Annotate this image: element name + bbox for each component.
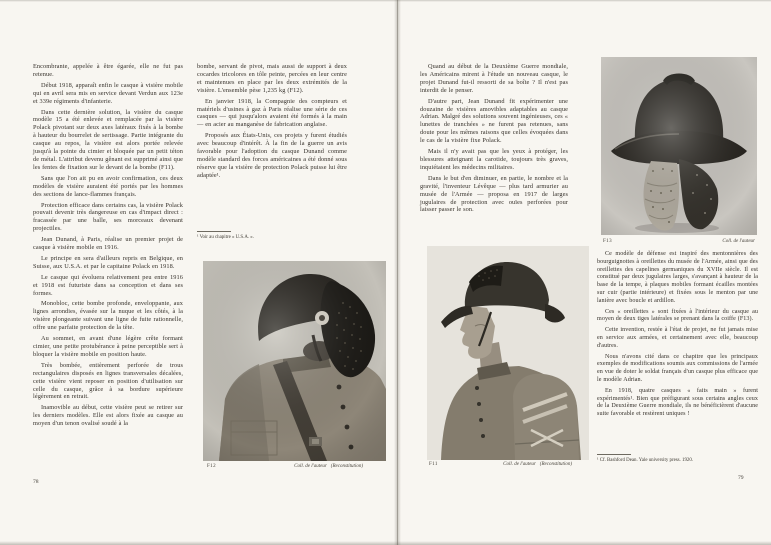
left-page-column-2 [197, 63, 347, 183]
paragraph: Dans le but d'en diminuer, en partie, le nombre et la gravité, l'inventeur Lévêque — plus tard armurier au musée de l'Armée — proposa en 1917 de larges jugulaires de protection avec ouïes perforées pour laisser passer le son. [420, 174, 568, 214]
photo-f11-soldier-visor-raised [427, 246, 589, 460]
paragraph: Ce modèle de défense est inspiré des mentonnières des bourguignottes à oreillettes du musée de l'Armée, ainsi que des oreillettes des capelines germaniques du XVIIe siècle. Il est constitué par deux jugulaires larges, s'avançant à hauteur de la base de la tempe, à plaques mobiles formant écailles montées sur cuir (partie intérieure) et fixées sous le menton par une lanière avec boucle et ardillon. [597, 251, 758, 304]
figure-f12-caption [207, 464, 363, 470]
figure-f11-caption [429, 462, 572, 468]
paragraph: Quand au début de la Deuxième Guerre mondiale, les Américains mirent à l'étude un nouveau casque, le projet Dunand fut-il ressorti de sa boîte ? Il n'est pas interdit de le penser. [420, 63, 568, 94]
paragraph: bombe, servant de pivot, mais aussi de support à deux cocardes tricolores en tôle peinte, percées en leur centre et maintenues en place par les deux extrémités de la visière. L'ensemble pèse 1,235 kg (F12). [197, 63, 347, 94]
paragraph: Monobloc, cette bombe profonde, enveloppante, aux lignes arrondies, évasée sur la nuque et les côtés, à la visière plongeante suivant une ligne de fuite rationnelle, offre une parfaite protection de la tête. [33, 300, 183, 332]
paragraph: Protection efficace dans certains cas, la visière Polack pouvait devenir très dangereuse en cas d'impact direct : fracassée par une balle, ses morceaux devenant projectiles. [33, 201, 183, 233]
footnote-text: ¹ Cf. Bashford Dean. Yale university press. 1920. [597, 457, 694, 463]
paragraph: Dans cette dernière solution, la visière du casque modèle 15 a été enlevée et remplacée par la visière Polack pivotant sur deux axes latéraux fixés à la bombe à hauteur du bourrelet de sertissage. Partie intégrante du casque au repos, la visière est alors portée relevée jusqu'à la pointe du cimier et bloquée par un petit téton de métal. L'attribut devenu gênant est supprimé ainsi que les fentes de fixation sur le devant de la bombe (F11). [33, 108, 183, 171]
paragraph: Sans que l'on ait pu en avoir confirmation, ces deux modèles de visière auraient été portés par les hommes des sections de lance-flammes français. [33, 174, 183, 198]
scan-edge-bottom [0, 541, 771, 545]
paragraph: Inamovible au début, cette visière peut se retirer sur les derniers modèles. Elle est alors fixée au casque au moyen d'un tenon ovalisé soudé à la [33, 404, 183, 428]
photo-f13-helmet-oreillettes [601, 57, 757, 235]
right-page-column-1 [420, 63, 568, 217]
page-number-right: 79 [738, 475, 744, 481]
footnote-right-page [597, 454, 758, 464]
paragraph: Ces « oreillettes » sont fixées à l'intérieur du casque au moyen de deux tiges latérales se prenant dans la coiffe (F13). [597, 308, 758, 323]
paragraph: Au sommet, en avant d'une légère crête formant cimier, une petite protubérance à peine perceptible sert à bloquer la visière mobile en position haute. [33, 335, 183, 358]
paragraph: Proposés aux États-Unis, ces projets y furent étudiés avec beaucoup d'intérêt. À la fin de la guerre un avis favorable pour l'adoption du casque Dunand comme modèle standard des forces américaines a été donné sous réserve que la visière de protection Polack puisse lui être adaptée¹. [197, 132, 347, 179]
paragraph: Cette invention, restée à l'état de projet, ne fut jamais mise en service aux armées, et certainement avec elle, beaucoup d'autres. [597, 327, 758, 349]
right-page-column-2 [597, 251, 758, 422]
paragraph: Le casque qui évoluera relativement peu entre 1916 et 1918 est futuriste dans sa conception et dans ses formes. [33, 273, 183, 297]
footnote-left-page [197, 231, 347, 241]
page-number-left: 78 [33, 479, 39, 485]
paragraph: Mais il n'y avait pas que les yeux à protéger, les blessures atteignant la carotide, toujours très graves, inquiétaient les médecins militaires. [420, 148, 568, 171]
figure-f13-caption [603, 239, 755, 245]
left-page-column-1 [33, 63, 183, 431]
page-gutter-line [397, 0, 398, 545]
photo-f13-illustration [601, 57, 757, 235]
figure-f13-credit: Coll. de l'auteur [722, 239, 755, 244]
paragraph: Encombrante, appelée à être égarée, elle ne fut pas retenue. [33, 63, 183, 78]
footnote-text: ¹ Voir au chapitre « U.S.A. ». [197, 234, 254, 240]
figure-f12-credit: Coll. de l'auteur (Reconstitution) [294, 464, 363, 469]
paragraph: Jean Dunand, à Paris, réalise un premier projet de casque à visière mobile en 1916. [33, 236, 183, 252]
paragraph: Le principe en sera d'ailleurs repris en Belgique, en Suisse, aux U.S.A. et par le capitaine Polack en 1918. [33, 254, 183, 270]
paragraph: En 1918, quatre casques « faits main » furent expérimentés¹. Bien que préfigurant sous certains angles ceux de la Deuxième Guerre mondiale, ils ne bénéficièrent d'aucune suite favorable et restèrent uniques ! [597, 387, 758, 418]
figure-f12-label: F12 [207, 464, 216, 469]
figure-f11-credit: Coll. de l'auteur (Reconstitution) [503, 462, 572, 467]
paragraph: Nous n'avons cité dans ce chapitre que les principaux exemples de modifications soumis aux commissions de l'armée en vue de doter le soldat français d'un casque plus efficace que le modèle Adrian. [597, 353, 758, 383]
photo-f11-illustration [427, 246, 589, 460]
photo-f12-illustration [203, 261, 386, 461]
scan-edge-top [0, 0, 771, 2]
footnote-rule [597, 454, 631, 455]
paragraph: En janvier 1918, la Compagnie des compteurs et matériels d'usines à gaz à Paris réalise une série de ces casques — qui jusqu'alors avaient été formés à la main — en acier au manganèse de fabrication anglaise. [197, 97, 347, 129]
footnote-rule [197, 231, 231, 232]
figure-f13-label: F13 [603, 239, 612, 244]
paragraph: D'autre part, Jean Dunand fit expérimenter une douzaine de visières amovibles adaptables au casque Adrian. Malgré des solutions souvent ingénieuses, ces « lunettes de tranchées » ne furent pas retenues, sans doute pour les mêmes raisons que celles évoquées dans le cas de la visière fixe Polack. [420, 97, 568, 145]
figure-f11-label: F11 [429, 462, 438, 467]
paragraph: Début 1918, apparaît enfin le casque à visière mobile qui en avril sera mis en service devant Verdun aux 123e et 339e régiments d'infanterie. [33, 81, 183, 105]
photo-f12-soldier-visor-lowered [203, 261, 386, 461]
paragraph: Très bombée, entièrement perforée de trous rectangulaires disposés en lignes transversales décalées, cette visière vient reposer en position d'utilisation sur celle du casque, grâce à sa bordure supérieure légèrement en retrait. [33, 361, 183, 401]
